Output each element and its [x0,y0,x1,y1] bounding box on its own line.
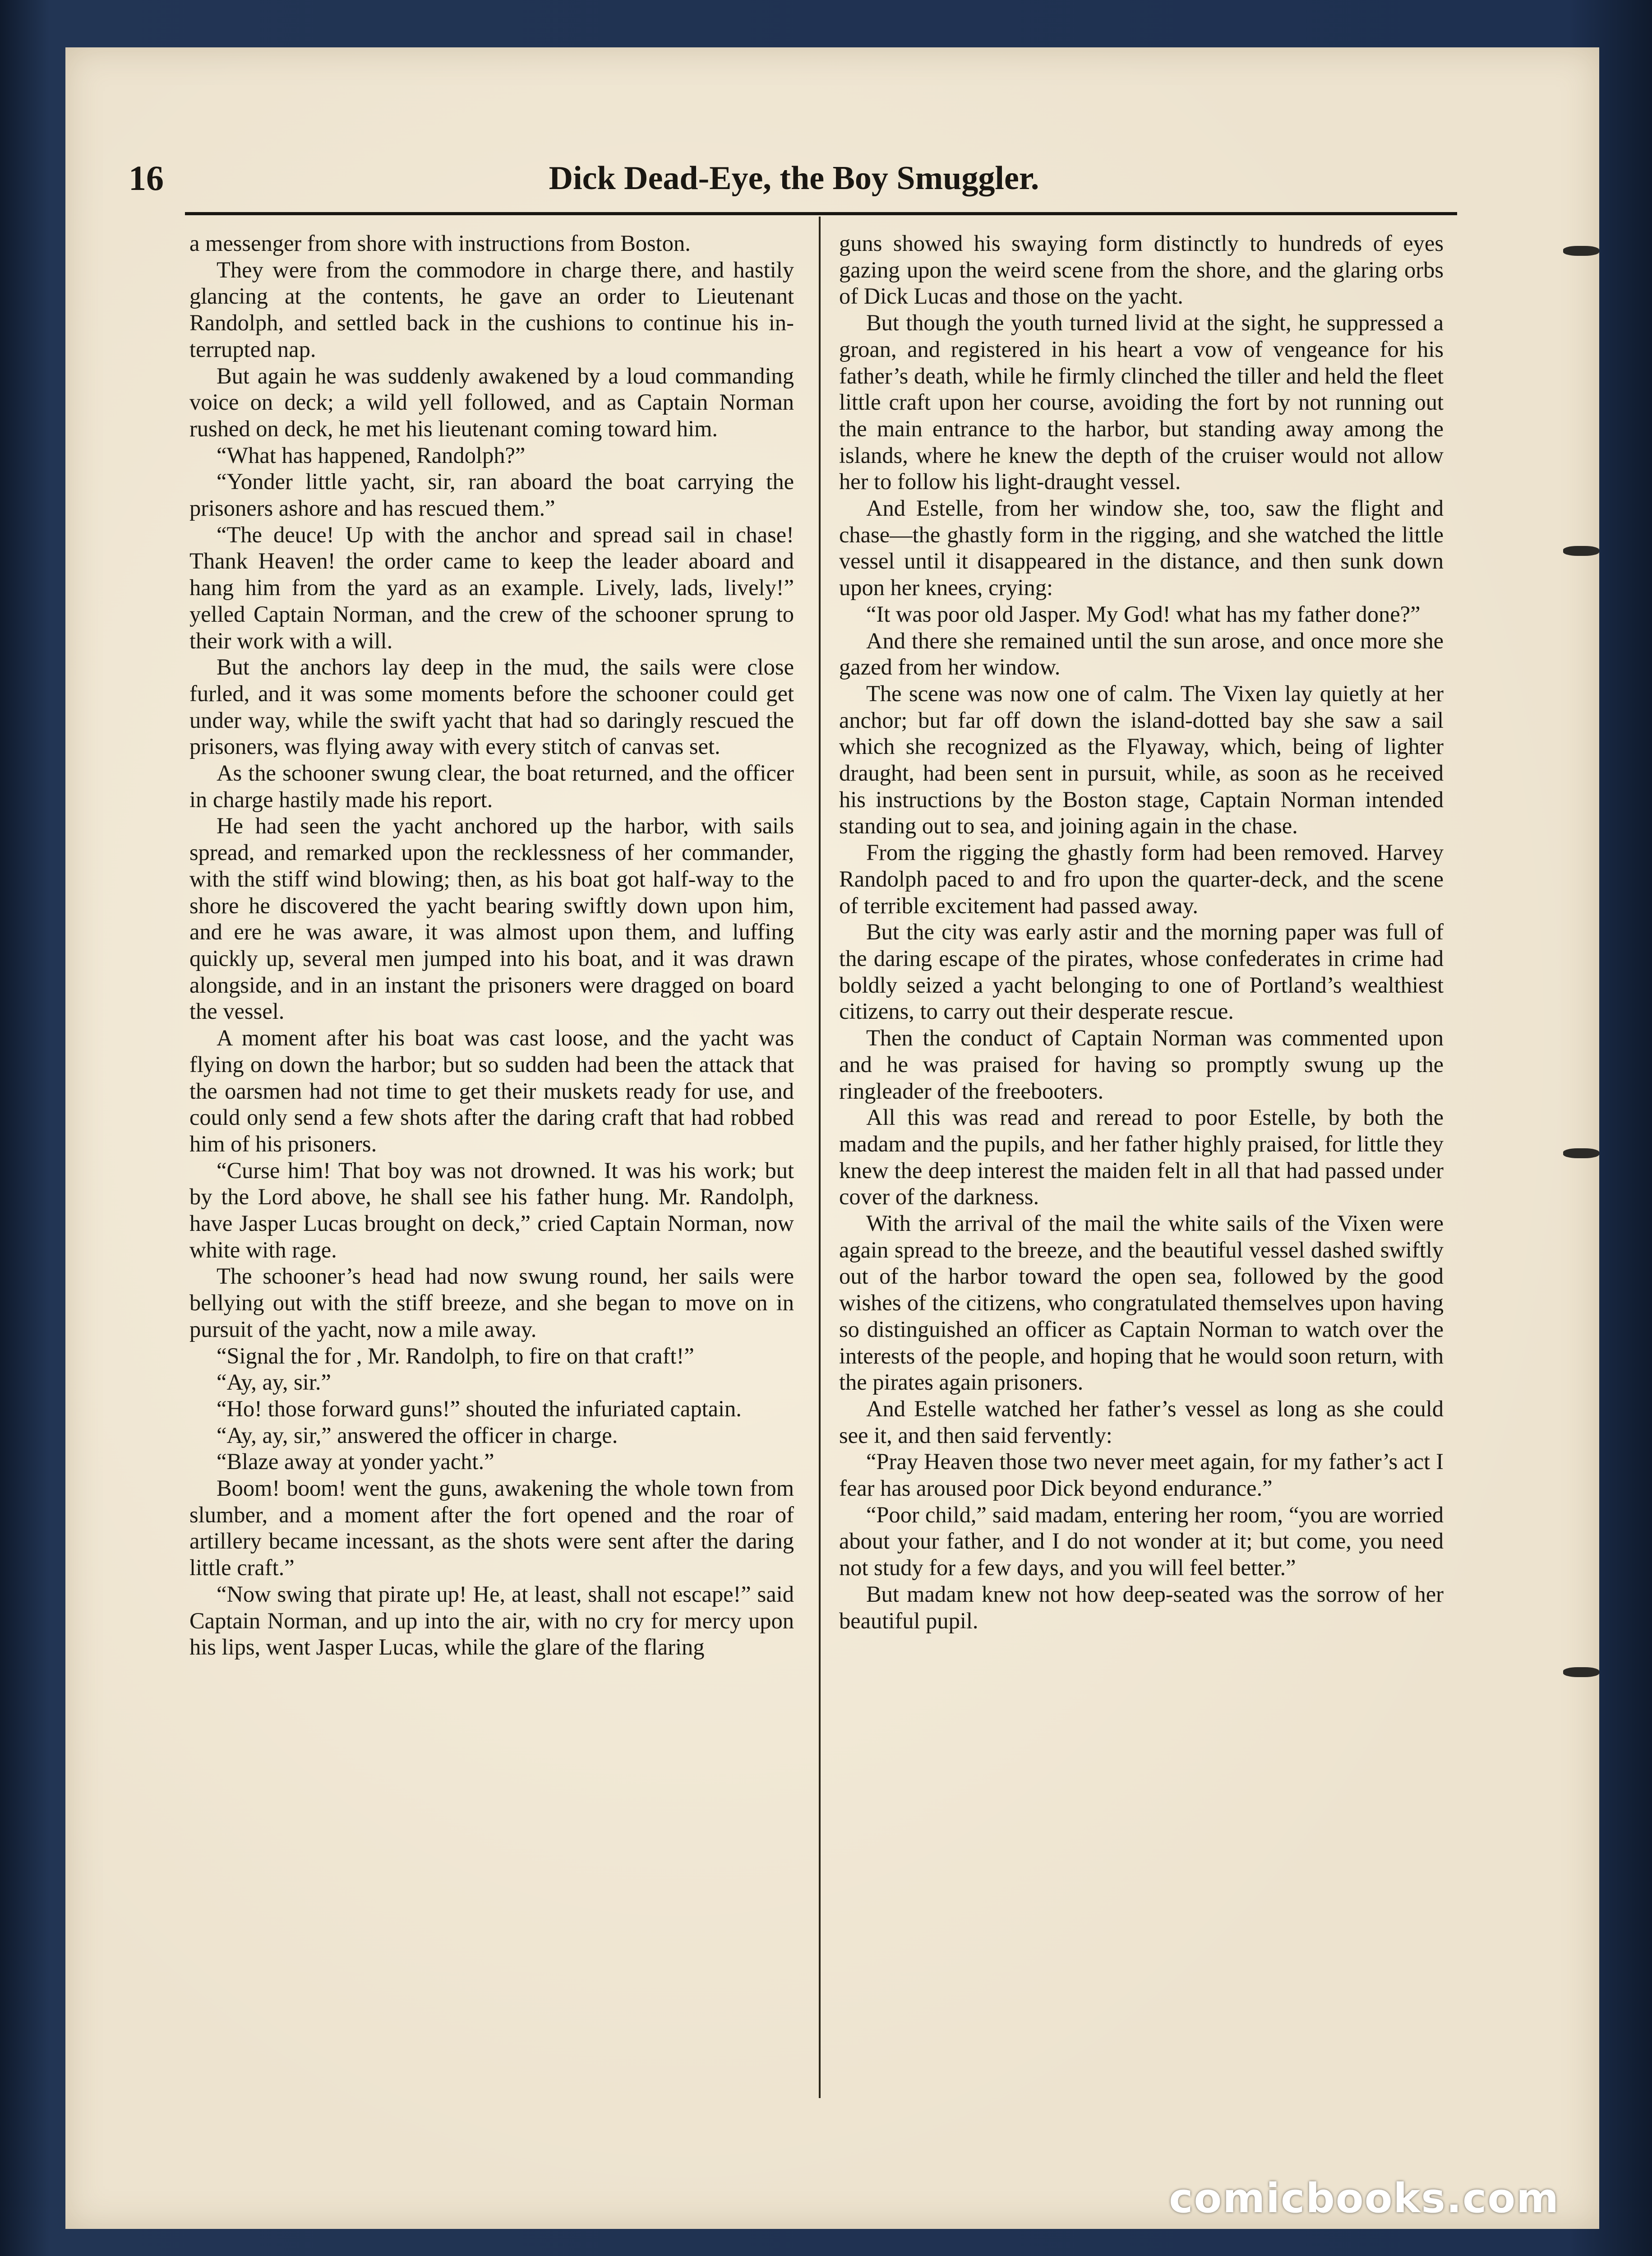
paragraph: They were from the commodore in charge there, and hastily glancing at the contents, he gave an order to Lieutenant Randolph, and settled back in the cushions to continue his interrupted nap. [189,257,794,362]
paragraph: “Signal the for , Mr. Randolph, to fire on that craft!” [217,1343,694,1368]
paragraph: “Ay, ay, sir,” answered the officer in charge. [217,1422,618,1448]
page-header [129,156,1459,205]
paragraph: “What has happened, Randolph?” [217,442,526,468]
paragraph: The scene was now one of calm. The Vixen lay quietly at her anchor; but far off down the island-dotted bay she saw a sail which she recognized as the Flyaway, which, being of lighter draught, had been sent in pursuit, while, as soon as he received his instructions by the Boston stage, Captain Norman intended standing out to sea, and joining again in the chase. [839,680,1444,839]
paragraph: “Now swing that pirate up! He, at least, shall not escape!” said Captain Norman, and up into the air, with no cry for mercy upon his lips, went Jasper Lucas, while the glare of the flaring [189,1581,794,1660]
paragraph: “Ho! those forward guns!” shouted the infuriated captain. [217,1396,742,1421]
paragraph: But again he was suddenly awakened by a loud commanding voice on deck; a wild yell followed, and as Captain Norman rushed on deck, he met his lieutenant coming toward him. [189,363,794,441]
paragraph: And there she remained until the sun arose, and once more she gazed from her window. [839,628,1444,680]
binding-stitch-mark [1563,246,1599,256]
paragraph: A moment after his boat was cast loose, and the yacht was flying on down the harbor; but so sudden had been the attack that the oarsmen had not time to get their muskets ready for use, and could only send a few shots after the daring craft that had robbed him of his prisoners. [189,1025,794,1156]
paragraph: a messenger from shore with instructions from Boston. [189,231,691,256]
running-title: Dick Dead-Eye, the Boy Smuggler. [549,160,1039,197]
paragraph: But the city was early astir and the morning paper was full of the daring escape of the pirates, whose confederates in crime had boldly seized a yacht belonging to one of Portland’s wealthiest citizens, to carry out their desperate rescue. [839,919,1444,1024]
paragraph: Boom! boom! went the guns, awakening the whole town from slumber, and a moment after the fort opened and the roar of artillery became incessant, as the shots were sent after the daring little craft.” [189,1475,794,1581]
column-divider [819,217,821,2098]
paragraph: “Poor child,” said madam, entering her room, “you are worried about your father, and I do not wonder at it; but come, you need not study for a few days, and you will feel better.” [839,1502,1444,1581]
paragraph: He had seen the yacht anchored up the harbor, with sails spread, and remarked upon the recklessness of her commander, with the stiff wind blowing; then, as his boat got half-way to the shore he discovered the yacht bearing swiftly down upon him, and ere he was aware, it was almost upon them, and luffing quickly up, several men jumped into his boat, and it was drawn alongside, and in an instant the prisoners were dragged on board the vessel. [189,813,794,1024]
paragraph: Then the conduct of Captain Norman was commented upon and he was praised for having so promptly swung up the ringleader of the freebooters. [839,1025,1444,1104]
binding-stitch-mark [1563,546,1599,556]
text-column-right [839,230,1444,2107]
paragraph: The schooner’s head had now swung round, her sails were bellying out with the stiff breeze, and she began to move on in pursuit of the yacht, now a mile away. [189,1263,794,1342]
paragraph: “Pray Heaven those two never meet again, for my father’s act I fear has aroused poor Dick beyond endurance.” [839,1449,1444,1501]
watermark: comicbooks.com [1169,2175,1560,2222]
paragraph: But madam knew not how deep-seated was the sorrow of her beautiful pupil. [839,1581,1444,1633]
paragraph: “Curse him! That boy was not drowned. It was his work; but by the Lord above, he shall see his father hung. Mr. Randolph, have Jasper Lucas brought on deck,” cried Captain Norman, now white with rage. [189,1157,794,1262]
paragraph: guns showed his swaying form distinctly to hundreds of eyes gazing upon the weird scene from the shore, and the glaring orbs of Dick Lucas and those on the yacht. [839,231,1444,309]
paragraph: “Ay, ay, sir.” [217,1369,331,1395]
paragraph: With the arrival of the mail the white sails of the Vixen were again spread to the breeze, and the beautiful vessel dashed swiftly out of the harbor toward the open sea, followed by the good wishes of the citizens, who congratulated themselves upon having so distinguished an officer as Captain Norman to watch over the interests of the people, and hoping that he would soon return, with the pirates again prisoners. [839,1211,1444,1395]
paragraph: And Estelle, from her window she, too, saw the flight and chase—the ghastly form in the rigging, and she watched the little vessel until it disappeared in the distance, and then sunk down upon her knees, crying: [839,495,1444,601]
text-column-left [189,230,794,2107]
paragraph: “Yonder little yacht, sir, ran aboard the boat carrying the prisoners ashore and has rescued them.” [189,469,794,521]
paragraph: “It was poor old Jasper. My God! what has my father done?” [866,601,1421,627]
paragraph: But the anchors lay deep in the mud, the sails were close furled, and it was some moments before the schooner could get under way, while the swift yacht that had so daringly rescued the prisoners, was flying away with every stitch of canvas set. [189,654,794,759]
binding-stitch-mark [1563,1667,1599,1677]
binding-stitch-mark [1563,1148,1599,1158]
paragraph: From the rigging the ghastly form had been removed. Harvey Randolph paced to and fro upon the quarter-deck, and the scene of terrible excitement had passed away. [839,840,1444,918]
paragraph: “The deuce! Up with the anchor and spread sail in chase! Thank Heaven! the order came to keep the leader aboard and hang him from the yard as an example. Lively, lads, lively!” yelled Captain Norman, and the crew of the schooner sprung to their work with a will. [189,522,794,653]
paragraph: And Estelle watched her father’s vessel as long as she could see it, and then said fervently: [839,1396,1444,1448]
page-number: 16 [129,158,164,198]
paragraph: As the schooner swung clear, the boat returned, and the officer in charge hastily made his report. [189,760,794,812]
paragraph: “Blaze away at yonder yacht.” [217,1449,494,1475]
paragraph: All this was read and reread to poor Estelle, by both the madam and the pupils, and her father highly praised, for little they knew the deep interest the maiden felt in all that had passed under cover of the darkness. [839,1105,1444,1210]
paragraph: But though the youth turned livid at the sight, he suppressed a groan, and registered in his heart a vow of vengeance for his father’s death, while he firmly clinched the tiller and held the fleet little craft upon her course, avoiding the fort by not running out the main entrance to the harbor, but standing away among the islands, where he knew the depth of the cruiser would not allow her to follow his light-draught vessel. [839,310,1444,495]
header-rule [185,212,1457,215]
